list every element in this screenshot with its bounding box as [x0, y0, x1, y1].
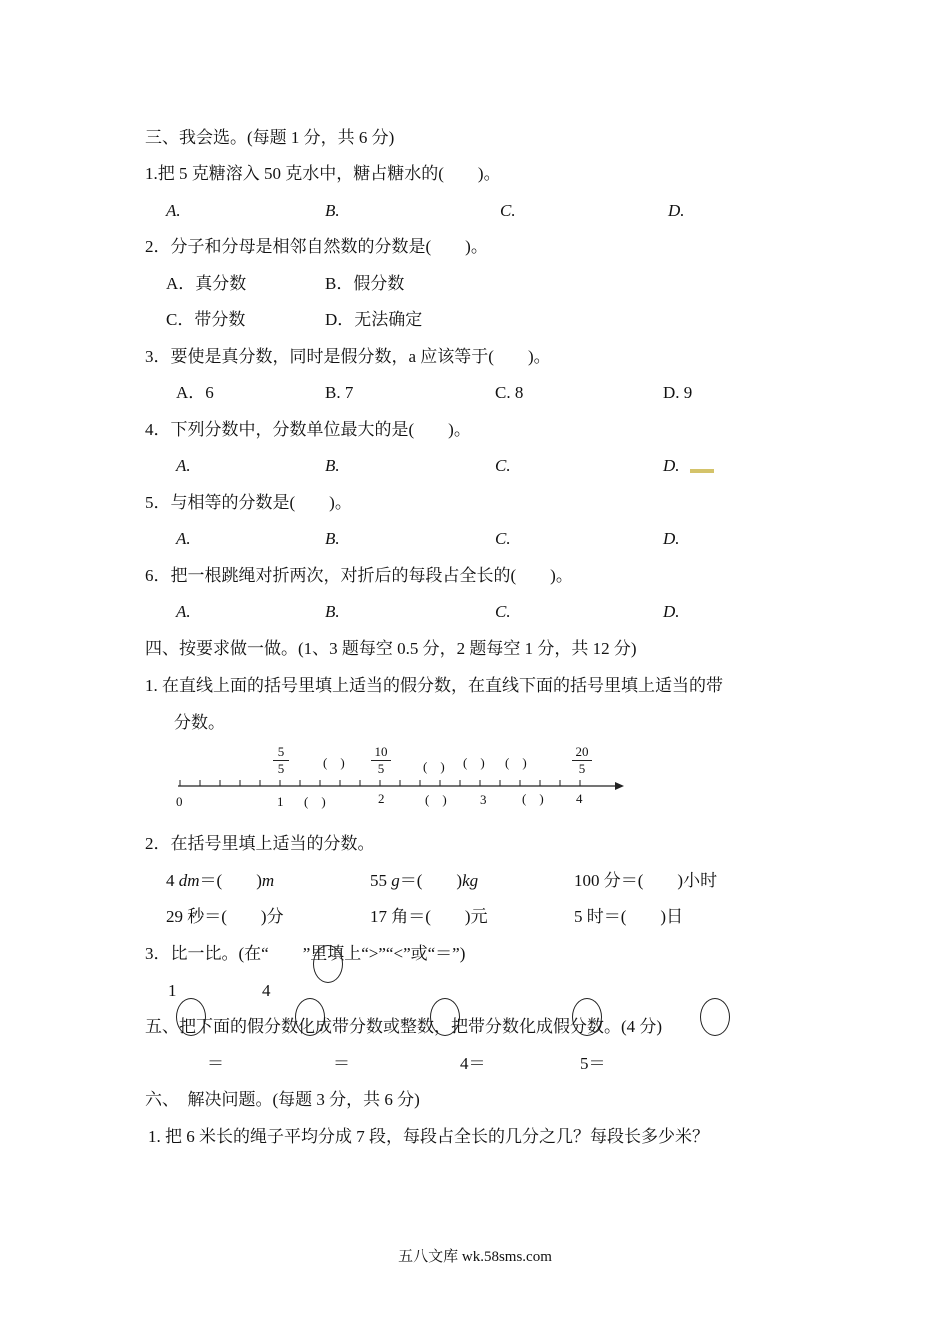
q4-option-d: D.: [663, 456, 680, 475]
convert-item-1: ＝: [207, 1054, 224, 1073]
label-2: 2: [378, 791, 385, 806]
conversion-g-kg: 55 g＝( )kg: [370, 871, 479, 890]
fraction-5-5: 5 5: [273, 745, 289, 776]
convert-item-3: 4＝: [460, 1054, 486, 1073]
q5-option-d: D.: [663, 529, 680, 548]
fraction-10-5: 10 5: [371, 745, 391, 776]
label-4: 4: [576, 791, 583, 806]
q5-option-a: A.: [176, 529, 191, 548]
section5-title: 五、把下面的假分数化成带分数或整数，把带分数化成假分数。(4 分): [145, 1017, 663, 1036]
section4-title: 四、按要求做一做。(1、3 题每空 0.5 分，2 题每空 1 分，共 12 分): [145, 639, 637, 658]
section4-q2: 2．在括号里填上适当的分数。: [145, 834, 375, 853]
number-line: [170, 775, 630, 799]
blank-below-3[interactable]: ( ): [522, 791, 544, 806]
q3-option-d: D. 9: [663, 383, 693, 402]
section4-q3: 3．比一比。(在“ ”里填上“>”“<”或“＝”): [145, 944, 466, 963]
label-1: 1: [277, 794, 284, 809]
section4-q1-line1: 1. 在直线上面的括号里填上适当的假分数，在直线下面的括号里填上适当的带: [145, 676, 723, 695]
q2-option-a: A．真分数: [166, 274, 247, 293]
q4-option-c: C.: [495, 456, 511, 475]
watermark-mark: [690, 469, 714, 473]
q2-option-b: B．假分数: [325, 274, 405, 293]
conversion-hour-day: 5 时＝( )日: [574, 907, 684, 926]
question-3: 3．要使是真分数，同时是假分数，a 应该等于( )。: [145, 347, 551, 366]
q1-option-d: D.: [668, 201, 685, 220]
compare-value-4: 4: [262, 981, 271, 1000]
blank-above-4[interactable]: ( ): [505, 755, 527, 770]
question-2: 2．分子和分母是相邻自然数的分数是( )。: [145, 237, 488, 256]
q3-option-b: B. 7: [325, 383, 354, 402]
conversion-jiao-yuan: 17 角＝( )元: [370, 907, 488, 926]
conversion-min-hour: 100 分＝( )小时: [574, 871, 718, 890]
convert-item-4: 5＝: [580, 1054, 606, 1073]
compare-value-1: 1: [168, 981, 177, 1000]
compare-circle-example: [313, 945, 343, 983]
blank-below-1[interactable]: ( ): [304, 794, 326, 809]
q2-option-d: D．无法确定: [325, 310, 423, 329]
convert-item-2: ＝: [333, 1054, 350, 1073]
q5-option-b: B.: [325, 529, 340, 548]
q1-option-a: A.: [166, 201, 181, 220]
label-3: 3: [480, 792, 487, 807]
q6-option-c: C.: [495, 602, 511, 621]
question-1: 1.把 5 克糖溶入 50 克水中，糖占糖水的( )。: [145, 164, 501, 183]
blank-above-3[interactable]: ( ): [463, 755, 485, 770]
question-4: 4．下列分数中，分数单位最大的是( )。: [145, 420, 471, 439]
q1-option-c: C.: [500, 201, 516, 220]
question-5: 5．与相等的分数是( )。: [145, 493, 352, 512]
blank-above-2[interactable]: ( ): [423, 759, 445, 774]
q4-option-a: A.: [176, 456, 191, 475]
q5-option-c: C.: [495, 529, 511, 548]
q4-option-b: B.: [325, 456, 340, 475]
question-6: 6．把一根跳绳对折两次，对折后的每段占全长的( )。: [145, 566, 573, 585]
conversion-sec-min: 29 秒＝( )分: [166, 907, 284, 926]
q1-option-b: B.: [325, 201, 340, 220]
section6-q1: 1. 把 6 米长的绳子平均分成 7 段，每段占全长的几分之几？每段长多少米？: [148, 1127, 709, 1146]
fraction-20-5: 20 5: [572, 745, 592, 776]
q6-option-b: B.: [325, 602, 340, 621]
blank-above-1[interactable]: ( ): [323, 755, 345, 770]
label-0: 0: [176, 794, 183, 809]
q2-option-c: C．带分数: [166, 310, 246, 329]
section6-title: 六、 解决问题。(每题 3 分，共 6 分): [145, 1090, 420, 1109]
section3-title: 三、我会选。(每题 1 分，共 6 分): [145, 128, 395, 147]
footer-watermark: 五八文库 wk.58sms.com: [398, 1249, 552, 1265]
q3-option-c: C. 8: [495, 383, 524, 402]
compare-circle-5[interactable]: [700, 998, 730, 1036]
q6-option-a: A.: [176, 602, 191, 621]
q6-option-d: D.: [663, 602, 680, 621]
blank-below-2[interactable]: ( ): [425, 792, 447, 807]
conversion-dm-m: 4 dm＝( )m: [166, 871, 275, 890]
section4-q1-line2: 分数。: [174, 713, 225, 732]
q3-option-a: A．6: [176, 383, 214, 402]
